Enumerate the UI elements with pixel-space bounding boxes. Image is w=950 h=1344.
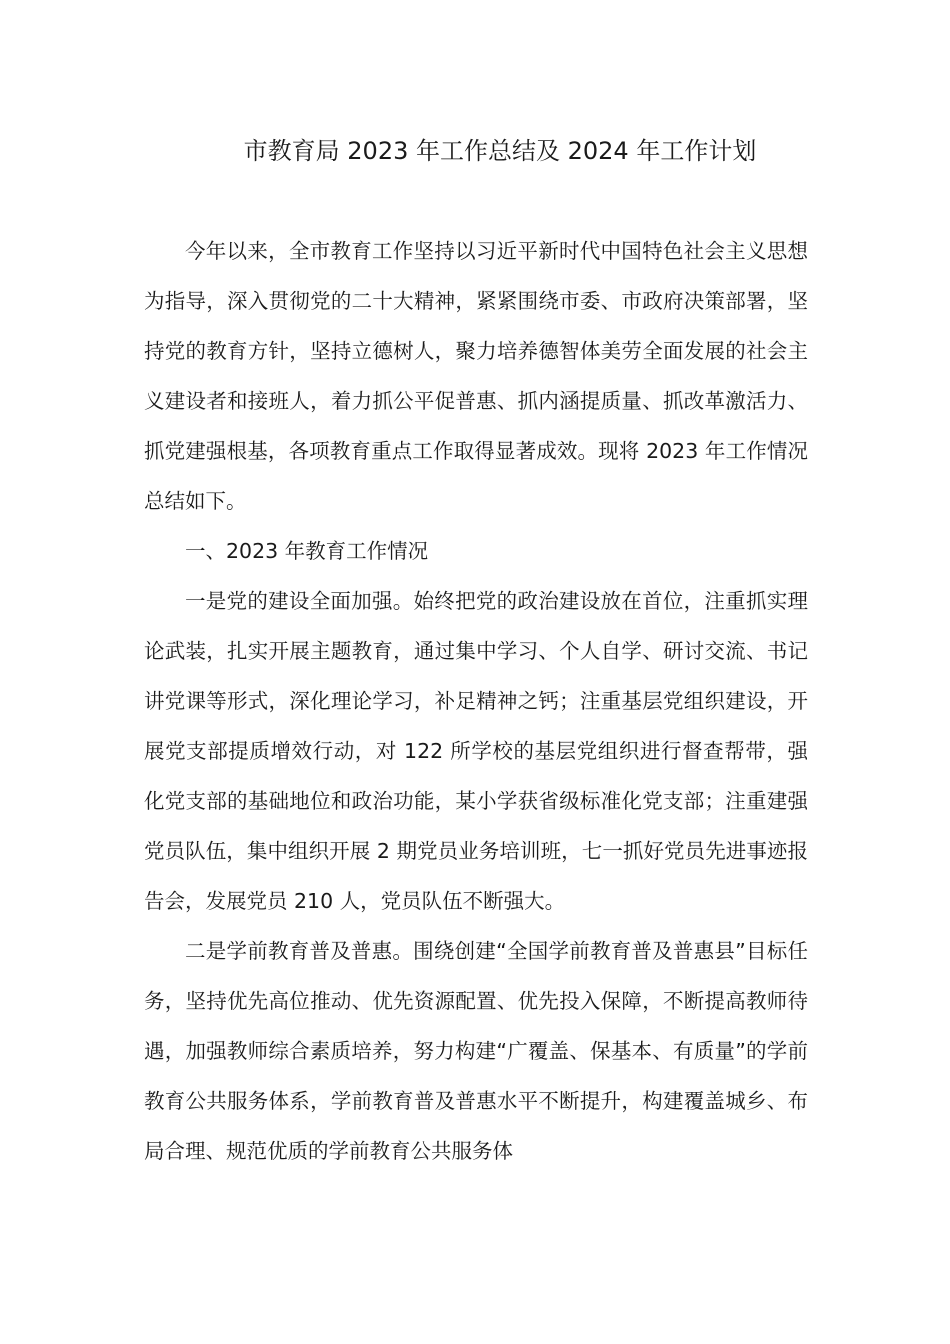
paragraph-preschool-education: 二是学前教育普及普惠。围绕创建“全国学前教育普及普惠县”目标任务，坚持优先高位推动、优先资源配置、优先投入保障，不断提高教师待遇，加强教师综合素质培养，努力构建“广覆盖、保基本、有质量”的学前教育公共服务体系，学前教育普及普惠水平不断提升，构建覆盖城乡、布局合理、规范优质的学前教育公共服务体 [144,939,808,1163]
paragraph-party-building: 一是党的建设全面加强。始终把党的政治建设放在首位，注重抓实理论武装，扎实开展主题教育，通过集中学习、个人自学、研讨交流、书记讲党课等形式，深化理论学习，补足精神之钙；注重基层党组织建设，开展党支部提质增效行动，对 122 所学校的基层党组织进行督查帮带，强化党支部的基础地位和政治功能，某小学获省级标准化党支部；注重建强党员队伍，集中组织开展 2 期党员业务培训班，七一抓好党员先进事迹报告会，发展党员 210 人，党员队伍不断强大。 [144,589,808,913]
document-body [144,226,808,1176]
document-title: 市教育局 2023 年工作总结及 2024 年工作计划 [243,137,757,165]
paragraph-intro: 今年以来，全市教育工作坚持以习近平新时代中国特色社会主义思想为指导，深入贯彻党的二十大精神，紧紧围绕市委、市政府决策部署，坚持党的教育方针，坚持立德树人，聚力培养德智体美劳全面发展的社会主义建设者和接班人，着力抓公平促普惠、抓内涵提质量、抓改革激活力、抓党建强根基，各项教育重点工作取得显著成效。现将 2023 年工作情况总结如下。 [144,239,808,513]
section-heading: 一、2023 年教育工作情况 [185,539,429,563]
